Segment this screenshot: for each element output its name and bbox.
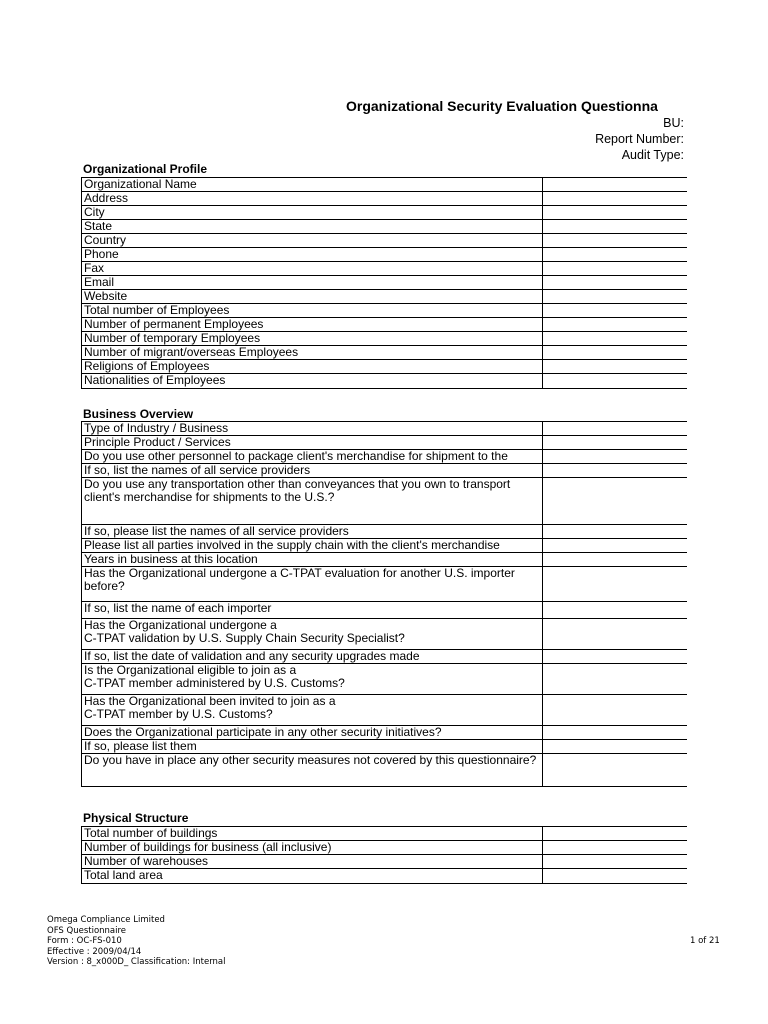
question-text: Total number of Employees	[84, 303, 230, 317]
question-text: Has the Organizational undergone a C-TPAT evaluation for another U.S. importer before?	[84, 566, 515, 593]
question-text: Total number of buildings	[84, 826, 218, 840]
question-cell	[82, 360, 543, 374]
question-cell	[82, 276, 543, 290]
table-row	[82, 539, 688, 553]
table-row	[82, 664, 688, 695]
question-text: If so, list the name of each importer	[84, 601, 272, 615]
question-text: Number of buildings for business (all inclusive)	[84, 840, 332, 854]
page-title: Organizational Security Evaluation Questionna	[346, 98, 658, 114]
question-cell	[82, 553, 543, 567]
question-text: Religions of Employees	[84, 359, 210, 373]
answer-field[interactable]	[543, 422, 688, 436]
answer-field[interactable]	[543, 650, 688, 664]
answer-field[interactable]	[543, 567, 688, 602]
question-text: Number of temporary Employees	[84, 331, 261, 345]
answer-field[interactable]	[543, 740, 688, 754]
table-row	[82, 220, 688, 234]
footer-version: Version : 8_x000D_ Classification: Internal	[47, 957, 226, 968]
answer-field[interactable]	[543, 332, 688, 346]
footer-company: Omega Compliance Limited	[47, 915, 165, 925]
answer-field[interactable]	[543, 192, 688, 206]
answer-field[interactable]	[543, 841, 688, 855]
bu-label: BU:	[663, 116, 684, 130]
answer-field[interactable]	[543, 450, 688, 464]
answer-field[interactable]	[543, 602, 688, 619]
answer-field[interactable]	[543, 478, 688, 525]
question-text: Email	[84, 275, 115, 289]
question-text: Please list all parties involved in the supply chain with the client's merchandise	[84, 538, 500, 552]
question-text: Fax	[84, 261, 105, 275]
question-text: Do you use other personnel to package client's merchandise for shipment to the	[84, 449, 508, 463]
answer-field[interactable]	[543, 436, 688, 450]
table-row	[82, 374, 688, 389]
question-text: Number of warehouses	[84, 854, 209, 868]
question-cell	[82, 841, 543, 855]
question-text: Country	[84, 233, 127, 247]
footer-doc-name: OFS Questionnaire	[47, 925, 127, 936]
table-row	[82, 450, 688, 464]
question-cell	[82, 525, 543, 539]
table-row	[82, 346, 688, 360]
table-row	[82, 869, 688, 884]
table-row	[82, 726, 688, 740]
question-text: State	[84, 219, 113, 233]
question-cell	[82, 178, 543, 192]
answer-field[interactable]	[543, 855, 688, 869]
question-text: Principle Product / Services	[84, 435, 231, 449]
table-row	[82, 332, 688, 346]
question-cell	[82, 726, 543, 740]
question-cell	[82, 318, 543, 332]
table-row	[82, 619, 688, 650]
table-row	[82, 754, 688, 787]
question-text: Has the Organizational undergone a C-TPAT validation by U.S. Supply Chain Security Specialist?	[84, 618, 405, 645]
table-row	[82, 262, 688, 276]
answer-field[interactable]	[543, 248, 688, 262]
organizational-profile-table	[81, 177, 687, 389]
table-row	[82, 234, 688, 248]
question-text: City	[84, 205, 105, 219]
question-cell	[82, 206, 543, 220]
question-cell	[82, 450, 543, 464]
table-row	[82, 827, 688, 841]
answer-field[interactable]	[543, 619, 688, 650]
answer-field[interactable]	[543, 262, 688, 276]
answer-field[interactable]	[543, 754, 688, 787]
question-cell	[82, 262, 543, 276]
question-cell	[82, 422, 543, 436]
question-text: If so, please list the names of all service providers	[84, 524, 349, 538]
question-cell	[82, 436, 543, 450]
question-cell	[82, 374, 543, 389]
table-row	[82, 318, 688, 332]
question-text: Do you use any transportation other than conveyances that you own to transport client's merchandise for shipments to the U.S.?	[84, 477, 511, 504]
question-text: Years in business at this location	[84, 552, 258, 566]
table-row	[82, 360, 688, 374]
table-row	[82, 206, 688, 220]
question-text: Address	[84, 191, 129, 205]
table-row	[82, 276, 688, 290]
business-overview-table	[81, 421, 687, 787]
question-cell	[82, 664, 543, 695]
table-row	[82, 602, 688, 619]
question-cell	[82, 695, 543, 726]
answer-field[interactable]	[543, 346, 688, 360]
question-cell	[82, 754, 543, 787]
section-title-organizational-profile: Organizational Profile	[83, 162, 208, 176]
page-number: 1 of 21	[690, 936, 720, 946]
question-text: Do you have in place any other security measures not covered by this questionnaire?	[84, 753, 537, 767]
table-row	[82, 290, 688, 304]
table-row	[82, 248, 688, 262]
question-text: Has the Organizational been invited to join as a C-TPAT member by U.S. Customs?	[84, 694, 336, 721]
question-cell	[82, 619, 543, 650]
answer-field[interactable]	[543, 290, 688, 304]
answer-field[interactable]	[543, 360, 688, 374]
audit-type-label: Audit Type:	[621, 148, 684, 162]
physical-structure-table	[81, 826, 687, 884]
answer-field[interactable]	[543, 525, 688, 539]
question-cell	[82, 567, 543, 602]
table-row	[82, 855, 688, 869]
question-text: Number of permanent Employees	[84, 317, 264, 331]
answer-field[interactable]	[543, 827, 688, 841]
question-cell	[82, 346, 543, 360]
footer-form: Form : OC-FS-010	[47, 936, 122, 947]
table-row	[82, 464, 688, 478]
question-cell	[82, 650, 543, 664]
footer-effective: Effective : 2009/04/14	[47, 946, 142, 957]
question-cell	[82, 304, 543, 318]
table-row	[82, 192, 688, 206]
answer-field[interactable]	[543, 726, 688, 740]
answer-field[interactable]	[543, 464, 688, 478]
question-cell	[82, 869, 543, 884]
question-text: Total land area	[84, 868, 163, 882]
question-cell	[82, 192, 543, 206]
answer-field[interactable]	[543, 220, 688, 234]
footer	[47, 915, 226, 968]
question-cell	[82, 827, 543, 841]
question-cell	[82, 464, 543, 478]
question-text: Phone	[84, 247, 119, 261]
answer-field[interactable]	[543, 374, 688, 389]
table-row	[82, 478, 688, 525]
table-row	[82, 422, 688, 436]
answer-field[interactable]	[543, 695, 688, 726]
answer-field[interactable]	[543, 869, 688, 884]
question-cell	[82, 740, 543, 754]
table-row	[82, 178, 688, 192]
question-cell	[82, 602, 543, 619]
question-cell	[82, 332, 543, 346]
answer-field[interactable]	[543, 664, 688, 695]
answer-field[interactable]	[543, 276, 688, 290]
answer-field[interactable]	[543, 178, 688, 192]
table-row	[82, 553, 688, 567]
question-cell	[82, 248, 543, 262]
question-text: Is the Organizational eligible to join as a C-TPAT member administered by U.S. Customs?	[84, 663, 345, 690]
answer-field[interactable]	[543, 553, 688, 567]
table-row	[82, 841, 688, 855]
answer-field[interactable]	[543, 318, 688, 332]
question-cell	[82, 290, 543, 304]
question-cell	[82, 220, 543, 234]
section-title-physical-structure: Physical Structure	[83, 811, 189, 825]
question-text: If so, list the names of all service providers	[84, 463, 311, 477]
table-row	[82, 740, 688, 754]
table-row	[82, 567, 688, 602]
question-text: Organizational Name	[84, 177, 197, 191]
question-text: Type of Industry / Business	[84, 421, 229, 435]
question-text: If so, list the date of validation and any security upgrades made	[84, 649, 420, 663]
answer-field[interactable]	[543, 234, 688, 248]
report-number-label: Report Number:	[595, 132, 684, 146]
question-cell	[82, 234, 543, 248]
answer-field[interactable]	[543, 206, 688, 220]
answer-field[interactable]	[543, 539, 688, 553]
question-cell	[82, 478, 543, 525]
question-cell	[82, 855, 543, 869]
question-cell	[82, 539, 543, 553]
question-text: Does the Organizational participate in any other security initiatives?	[84, 725, 442, 739]
table-row	[82, 695, 688, 726]
table-row	[82, 525, 688, 539]
answer-field[interactable]	[543, 304, 688, 318]
table-row	[82, 436, 688, 450]
table-row	[82, 650, 688, 664]
question-text: Nationalities of Employees	[84, 373, 226, 387]
question-text: Number of migrant/overseas Employees	[84, 345, 299, 359]
question-text: If so, please list them	[84, 739, 197, 753]
table-row	[82, 304, 688, 318]
question-text: Website	[84, 289, 128, 303]
section-title-business-overview: Business Overview	[83, 407, 194, 421]
